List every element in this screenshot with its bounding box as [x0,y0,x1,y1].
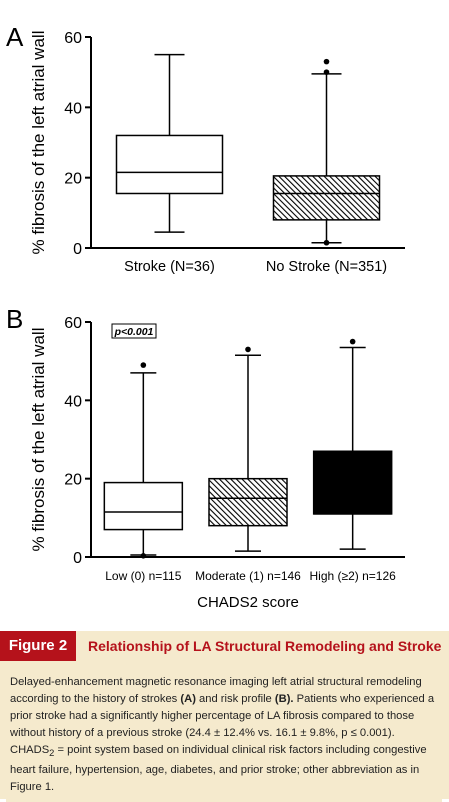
box [104,483,182,530]
outlier-point [350,339,356,345]
box [274,176,380,220]
chart-panel-b [0,300,449,620]
category-label: No Stroke (N=351) [265,259,388,275]
caption-part: and risk profile [195,693,275,705]
caption-part: Delayed-enhancement magnetic resonance imaging left atrial structural remodeling according to the history of strokes [10,676,422,705]
box [209,479,287,526]
category-label: Low (0) n=115 [105,569,182,583]
outlier-point [141,553,147,559]
caption-part: = point system based on individual clinical risk factors including congestive heart failure, hypertension, age, diabetes, and prior stroke; other abbreviation as in Figure 1. [10,744,427,794]
panel-letter: A [6,22,24,52]
y-tick-label: 40 [64,393,82,411]
category-label: Moderate (1) n=146 [195,569,301,583]
y-tick-label: 60 [64,315,82,332]
outlier-point [141,362,147,368]
panel-letter: B [6,304,24,334]
caption-part: 2 [49,748,55,759]
chart-panel-a [0,0,449,300]
figure-caption [6,670,442,802]
y-tick-label: 40 [64,100,82,118]
y-tick-label: 0 [73,241,82,258]
figure-label: Figure 2 [0,631,76,661]
outlier-point [324,59,330,65]
category-label: Stroke (N=36) [124,259,215,275]
y-tick-label: 0 [73,550,82,567]
outlier-point [324,69,330,75]
y-tick-label: 60 [64,30,82,47]
category-label: High (≥2) n=126 [309,569,396,583]
caption-part: Patients who experienced a prior stroke had a significantly higher percentage of LA fibrosis compared to those without history of a previous stroke (24.4 ± 12.4% vs. 16.1 ± 9.8%, p ≤ 0.001). CHADS [10,693,435,756]
y-tick-label: 20 [64,471,82,489]
box [117,135,223,193]
y-tick-label: 20 [64,170,82,188]
y-axis-label: % fibrosis of the left atrial wall [29,30,48,255]
p-value-annotation: p<0.001 [114,326,154,338]
outlier-point [245,347,251,353]
caption-part: (B). [274,693,294,705]
x-axis-label: CHADS2 score [197,594,299,611]
figure-header [0,631,449,661]
caption-part: (A) [180,693,196,705]
figure-title: Relationship of LA Structural Remodeling and Stroke [88,638,442,654]
outlier-point [324,240,330,246]
y-axis-label: % fibrosis of the left atrial wall [29,327,48,552]
box [314,451,392,514]
